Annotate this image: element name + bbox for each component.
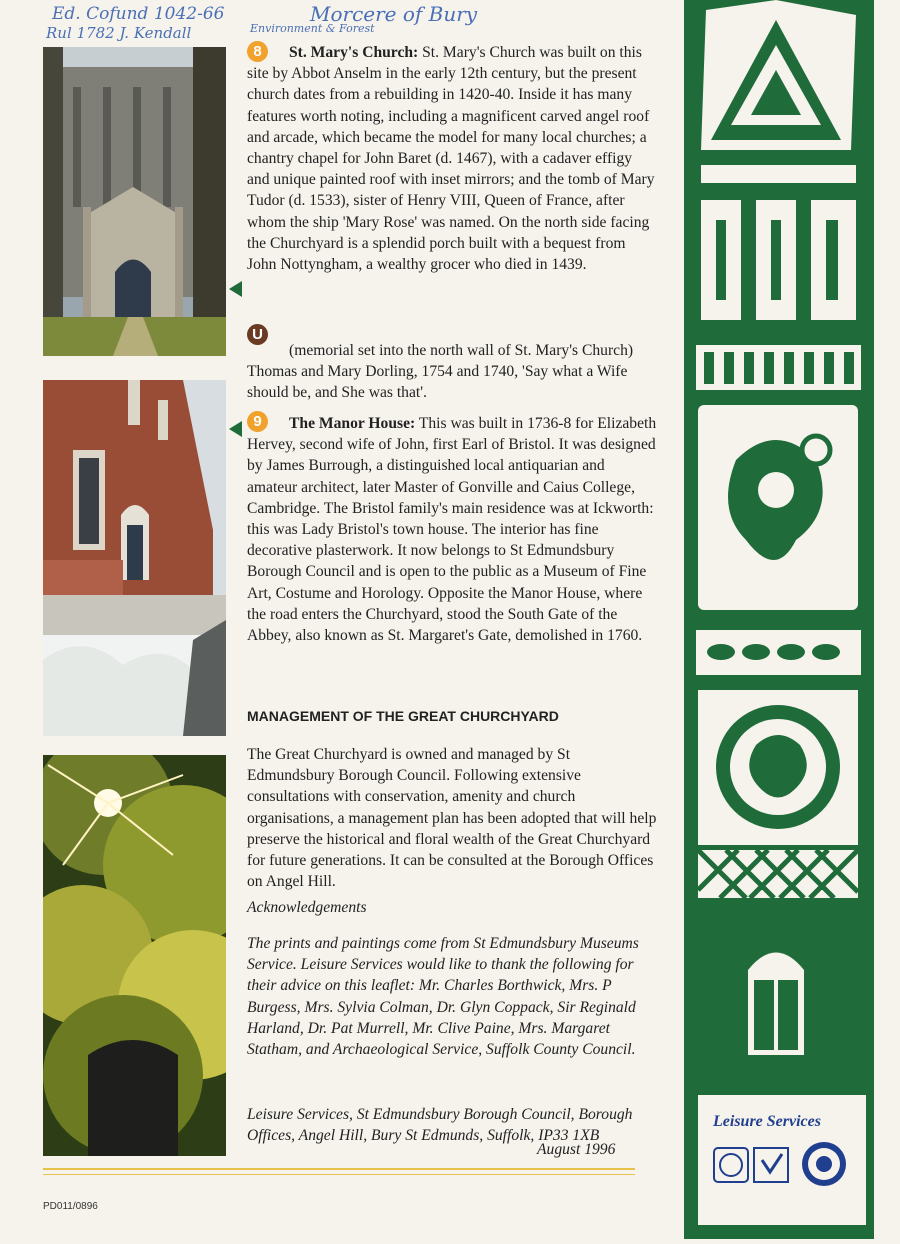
site-number-badge: 9 — [247, 411, 268, 432]
st-marys-church-section — [247, 42, 657, 275]
decorative-border-panel — [676, 0, 880, 1239]
map-pointer-arrow — [229, 281, 242, 297]
manor-house-title: The Manor House: — [289, 415, 416, 432]
handwritten-note-2-right: Environment & Forest — [250, 22, 375, 35]
manor-house-section — [247, 413, 657, 646]
memorial-section — [247, 340, 657, 404]
acknowledgements-heading: Acknowledgements — [247, 899, 367, 916]
footer-rule-thin — [43, 1174, 635, 1175]
publication-date: August 1996 — [537, 1141, 616, 1158]
site-number-badge: 8 — [247, 41, 268, 62]
document-code: PD011/0896 — [43, 1201, 98, 1212]
acknowledgements-body: The prints and paintings come from St Edmundsbury Museums Service. Leisure Services would like to thank the following for their advice on this leaflet: Mr. Charles Borthwick, Mrs. P Burgess, Mrs. Sylvia Colman, Dr. Glyn Coppack, Sir Reginald Harland, Dr. Pat Murrell, Mr. Clive Paine, Mrs. Margaret Statham, and Archaeological Service, Suffolk County Council. — [247, 935, 639, 1059]
map-pointer-arrow — [229, 421, 242, 437]
management-heading: MANAGEMENT OF THE GREAT CHURCHYARD — [247, 708, 559, 724]
manor-house-body: This was built in 1736-8 for Elizabeth Hervey, second wife of John, first Earl of Bristol. It was designed by James Burrough, a distinguished local antiquarian and amateur architect, later Master of Gonville and Caius College, Cambridge. The Bristol family's main residence was at Ickworth: this was Lady Bristol's town house. The interior has fine decorative plasterwork. It now belongs to St Edmundsbury Borough Council and is open to the public as a Museum of Fine Art, Costume and Horology. Opposite the Manor House, where the road enters the Churchyard, stood the South Gate of the Abbey, also known as St. Margaret's Gate, demolished in 1760. — [247, 415, 657, 645]
st-marys-church-body: St. Mary's Church was built on this site by Abbot Anselm in the early 12th century, but the present church dates from a rebuilding in 1420-40. Inside it has many features worth noting, including a magnificent carved angel roof and arcade, which became the model for many local churches; a chantry chapel for John Baret (d. 1467), with a cadaver effigy and unique painted roof with inset mirrors; and the tomb of Mary Tudor (d. 1533), sister of Henry VIII, Queen of France, after whom the ship 'Mary Rose' was named. On the north side facing the Churchyard is a splendid porch built with a bequest from John Nottyngham, a wealthy grocer who died in 1439. — [247, 44, 655, 274]
quality-logos — [712, 1138, 852, 1190]
handwritten-note-1-right: Morcere of Bury — [310, 2, 478, 26]
handwritten-note-1: Ed. Cofund 1042-66 — [52, 4, 225, 24]
memorial-body: (memorial set into the north wall of St. Mary's Church) Thomas and Mary Dorling, 1754 and 1740, 'Say what a Wife should be, and She was that'. — [247, 342, 634, 402]
manor-house-photo — [43, 380, 226, 736]
management-body: The Great Churchyard is owned and managed by St Edmundsbury Borough Council. Following extensive consultations with conservation, amenity and church organisations, a management plan has been adopted that will help preserve the historical and floral wealth of the Great Churchyard for future generations. It can be consulted at the Borough Offices on Angel Hill. — [247, 746, 657, 891]
memorial-letter-badge: U — [247, 324, 268, 345]
publisher-address: Leisure Services, St Edmundsbury Borough Council, Borough Offices, Angel Hill, Bury St Edmunds, Suffolk, IP33 1XB — [247, 1106, 633, 1145]
st-marys-church-title: St. Mary's Church: — [289, 44, 419, 61]
st-marys-church-photo — [43, 47, 226, 356]
churchyard-trees-photo — [43, 755, 226, 1156]
leisure-services-brand: Leisure Services — [713, 1113, 821, 1130]
handwritten-note-2: Rul 1782 J. Kendall — [46, 24, 192, 42]
footer-rule — [43, 1168, 635, 1170]
